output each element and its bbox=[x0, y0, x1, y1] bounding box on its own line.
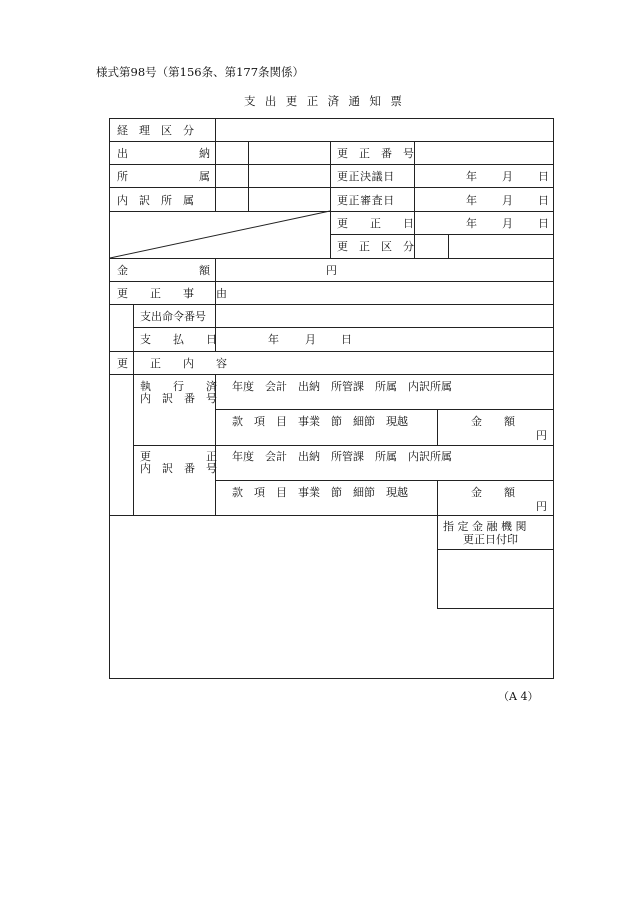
kosei-day: 日 bbox=[538, 217, 549, 230]
label-shiharai-bi: 支 払 日 bbox=[140, 333, 217, 346]
label-kosei-uchiwake-1: 更 正 bbox=[140, 450, 217, 463]
label-kosei-kubun: 更 正 区 分 bbox=[337, 240, 414, 253]
label-suitou-2: 納 bbox=[199, 147, 210, 160]
shinsa-day: 日 bbox=[538, 194, 549, 207]
kosei-year: 年 bbox=[466, 217, 477, 230]
ketsugi-month: 月 bbox=[502, 170, 513, 183]
form-title: 支 出 更 正 済 通 知 票 bbox=[244, 94, 405, 108]
shiharai-day: 日 bbox=[341, 333, 352, 346]
kingaku-yen-2: 円 bbox=[536, 500, 547, 513]
paper-size-note: （A 4） bbox=[498, 690, 539, 703]
label-kosei-bi: 更 正 日 bbox=[337, 217, 414, 230]
label-kosei-naiyo: 更 正 内 容 bbox=[117, 357, 227, 370]
label-kosei-ketsugi-bi: 更正決議日 bbox=[337, 170, 395, 183]
label-suitou-1: 出 bbox=[117, 147, 128, 160]
form-number: 様式第98号（第156条、第177条関係） bbox=[96, 65, 305, 79]
kingaku-yen: 円 bbox=[326, 264, 337, 277]
label-shikko-zumi-2: 内 訳 番 号 bbox=[140, 392, 217, 405]
label-keiri-kubun: 経 理 区 分 bbox=[117, 124, 194, 137]
code-header-1: 年度 会計 出納 所管課 所属 内訳所属 bbox=[232, 380, 452, 393]
label-shikko-zumi-1: 執 行 済 bbox=[140, 380, 217, 393]
kosei-month: 月 bbox=[502, 217, 513, 230]
label-shozoku-1: 所 bbox=[117, 170, 128, 183]
label-kosei-uchiwake-2: 内 訳 番 号 bbox=[140, 462, 217, 475]
shiharai-year: 年 bbox=[268, 333, 279, 346]
code-header-2: 年度 会計 出納 所管課 所属 内訳所属 bbox=[232, 450, 452, 463]
kingaku-label-1: 金 額 bbox=[471, 415, 515, 428]
shinsa-year: 年 bbox=[466, 194, 477, 207]
kingaku-label-2: 金 額 bbox=[471, 486, 515, 499]
shinsa-month: 月 bbox=[502, 194, 513, 207]
ketsugi-year: 年 bbox=[466, 170, 477, 183]
shiharai-month: 月 bbox=[305, 333, 316, 346]
label-kosei-bango: 更 正 番 号 bbox=[337, 147, 414, 160]
label-kosei-shinsa-bi: 更正審査日 bbox=[337, 194, 395, 207]
label-shozoku-2: 属 bbox=[199, 170, 210, 183]
label-kingaku-2: 額 bbox=[199, 264, 210, 277]
kamoku-header-2: 款 項 目 事業 節 細節 現越 bbox=[232, 486, 408, 499]
kamoku-header-1: 款 項 目 事業 節 細節 現越 bbox=[232, 415, 408, 428]
label-shitei-kinyu-kikan: 指 定 金 融 機 関 bbox=[443, 520, 527, 533]
label-uchiwake-shozoku: 内 訳 所 属 bbox=[117, 194, 194, 207]
label-kingaku-1: 金 bbox=[117, 264, 128, 277]
kingaku-yen-1: 円 bbox=[536, 429, 547, 442]
label-kosei-bi-fuin: 更正日付印 bbox=[463, 533, 518, 546]
ketsugi-day: 日 bbox=[538, 170, 549, 183]
label-kosei-jiyu: 更 正 事 由 bbox=[117, 287, 227, 300]
label-shishutsu-meirei-bango: 支出命令番号 bbox=[140, 310, 206, 323]
